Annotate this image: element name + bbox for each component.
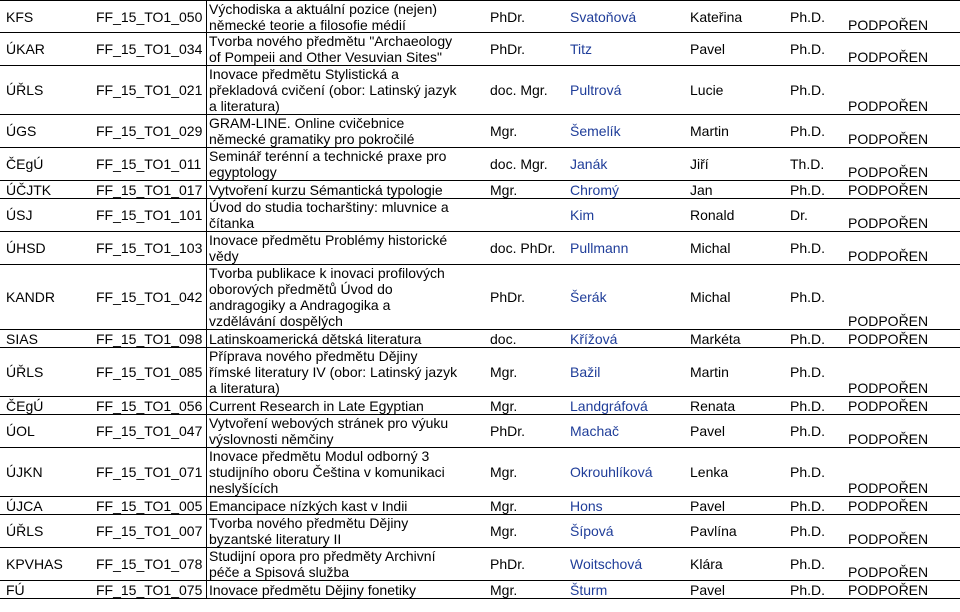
first-name-cell: Martin	[690, 364, 729, 380]
degree-cell: doc. Mgr.	[490, 156, 548, 172]
column-divider	[206, 148, 207, 180]
table-row	[0, 497, 960, 515]
project-code-cell: FF_15_TO1_103	[96, 240, 203, 256]
project-code-cell: FF_15_TO1_007	[96, 523, 203, 539]
project-title-cell	[209, 265, 445, 329]
first-name-cell: Jan	[690, 182, 713, 198]
project-title-line: Východiska a aktuální pozice (nejen)	[209, 1, 438, 17]
department-cell: ÚGS	[6, 123, 37, 139]
table-row	[0, 348, 960, 397]
department-cell: ČEgÚ	[6, 398, 44, 414]
degree-cell: PhDr.	[490, 423, 526, 439]
project-title-cell	[209, 415, 448, 447]
suffix-cell: Ph.D.	[790, 182, 826, 198]
project-title-line: výslovnosti němčiny	[209, 431, 334, 447]
degree-cell: doc. Mgr.	[490, 82, 548, 98]
department-cell: KFS	[6, 9, 34, 25]
table-row	[0, 0, 960, 33]
project-title-cell	[209, 33, 452, 65]
surname-cell: Machač	[570, 423, 620, 439]
surname-cell: Okrouhlíková	[570, 464, 653, 480]
status-cell: PODPOŘEN	[848, 431, 929, 447]
suffix-cell: Ph.D.	[790, 423, 826, 439]
surname-cell: Titz	[570, 41, 593, 57]
project-title-line: německé gramatiky pro pokročilé	[209, 131, 415, 147]
project-title-line: péče a Spisová služba	[209, 564, 350, 580]
column-divider	[206, 199, 207, 231]
project-title-line: GRAM-LINE. Online cvičebnice	[209, 115, 405, 131]
status-cell: PODPOŘEN	[848, 331, 929, 347]
project-title-line: Studijní opora pro předměty Archivní	[209, 548, 436, 564]
project-code-cell: FF_15_TO1_050	[96, 9, 203, 25]
project-code-cell: FF_15_TO1_047	[96, 423, 203, 439]
department-cell: KANDR	[6, 289, 56, 305]
column-divider	[206, 265, 207, 329]
degree-cell: PhDr.	[490, 556, 526, 572]
project-title-line: Tvorba nového předmětu Dějiny	[209, 515, 409, 531]
status-cell: PODPOŘEN	[848, 582, 929, 598]
status-cell: PODPOŘEN	[848, 248, 929, 264]
degree-cell: PhDr.	[490, 289, 526, 305]
column-divider	[206, 497, 207, 514]
project-title-cell	[209, 448, 445, 496]
first-name-cell: Ronald	[690, 207, 735, 223]
table-row	[0, 33, 960, 66]
degree-cell: PhDr.	[490, 41, 526, 57]
status-cell: PODPOŘEN	[848, 313, 929, 329]
project-code-cell: FF_15_TO1_101	[96, 207, 203, 223]
status-cell: PODPOŘEN	[848, 49, 929, 65]
suffix-cell: Ph.D.	[790, 123, 826, 139]
degree-cell: doc. PhDr.	[490, 240, 556, 256]
suffix-cell: Ph.D.	[790, 464, 826, 480]
status-cell: PODPOŘEN	[848, 480, 929, 496]
department-cell: ČEgÚ	[6, 156, 44, 172]
column-divider	[206, 397, 207, 414]
project-title-line: Tvorba publikace k inovaci profilových	[209, 265, 445, 281]
project-code-cell: FF_15_TO1_029	[96, 123, 203, 139]
status-cell: PODPOŘEN	[848, 164, 929, 180]
first-name-cell: Pavlína	[690, 523, 737, 539]
project-title-cell	[209, 348, 457, 396]
suffix-cell: Ph.D.	[790, 582, 826, 598]
degree-cell: Mgr.	[490, 523, 518, 539]
suffix-cell: Ph.D.	[790, 523, 826, 539]
status-cell: PODPOŘEN	[848, 498, 929, 514]
suffix-cell: Ph.D.	[790, 364, 826, 380]
degree-cell: Mgr.	[490, 582, 518, 598]
department-cell: ÚJCA	[6, 498, 43, 514]
suffix-cell: Dr.	[790, 207, 808, 223]
project-title-line: čítanka	[209, 215, 255, 231]
project-code-cell: FF_15_TO1_017	[96, 182, 203, 198]
suffix-cell: Ph.D.	[790, 398, 826, 414]
project-title-line: a literatura)	[209, 380, 280, 396]
column-divider	[206, 330, 207, 347]
project-title-cell	[209, 1, 437, 33]
surname-cell: Šerák	[570, 289, 607, 305]
project-title-line: neslyšících	[209, 480, 279, 496]
project-code-cell: FF_15_TO1_005	[96, 498, 203, 514]
project-code-cell: FF_15_TO1_056	[96, 398, 203, 414]
table-row	[0, 548, 960, 581]
department-cell: ÚSJ	[6, 207, 33, 223]
project-title-cell	[209, 331, 421, 347]
suffix-cell: Ph.D.	[790, 240, 826, 256]
project-title-line: egyptology	[209, 164, 277, 180]
table-row	[0, 515, 960, 548]
department-cell: ÚJKN	[6, 464, 43, 480]
column-divider	[206, 415, 207, 447]
project-title-line: vzdělávání dospělých	[209, 313, 343, 329]
department-cell: ÚOL	[6, 423, 35, 439]
first-name-cell: Pavel	[690, 498, 726, 514]
project-code-cell: FF_15_TO1_098	[96, 331, 203, 347]
column-divider	[206, 448, 207, 496]
status-cell: PODPOŘEN	[848, 531, 929, 547]
department-cell: KPVHAS	[6, 556, 63, 572]
status-cell: PODPOŘEN	[848, 98, 929, 114]
column-divider	[206, 348, 207, 396]
project-title-cell	[209, 582, 416, 598]
first-name-cell: Kateřina	[690, 9, 743, 25]
suffix-cell: Ph.D.	[790, 82, 826, 98]
surname-cell: Šípová	[570, 523, 614, 539]
table-row	[0, 181, 960, 199]
project-title-line: Inovace předmětu Modul odborný 3	[209, 448, 430, 464]
status-cell: PODPOŘEN	[848, 380, 929, 396]
column-divider	[206, 1, 207, 32]
column-divider	[206, 581, 207, 598]
suffix-cell: Ph.D.	[790, 331, 826, 347]
column-divider	[206, 232, 207, 264]
suffix-cell: Ph.D.	[790, 41, 826, 57]
project-title-line: a literatura)	[209, 98, 280, 114]
first-name-cell: Pavel	[690, 423, 726, 439]
surname-cell: Woitschová	[570, 556, 643, 572]
first-name-cell: Renata	[690, 398, 736, 414]
department-cell: FÚ	[6, 582, 25, 598]
status-cell: PODPOŘEN	[848, 182, 929, 198]
status-cell: PODPOŘEN	[848, 398, 929, 414]
table-row	[0, 397, 960, 415]
suffix-cell: Ph.D.	[790, 9, 826, 25]
first-name-cell: Pavel	[690, 41, 726, 57]
surname-cell: Pullmann	[570, 240, 629, 256]
table-row	[0, 199, 960, 232]
first-name-cell: Michal	[690, 240, 731, 256]
project-title-line: Tvorba nového předmětu "Archaeology	[209, 33, 453, 49]
column-divider	[206, 66, 207, 114]
department-cell: ÚŘLS	[6, 82, 44, 98]
project-title-cell	[209, 199, 449, 231]
project-title-line: of Pompeii and Other Vesuvian Sites"	[209, 49, 442, 65]
surname-cell: Pultrová	[570, 82, 622, 98]
project-title-cell	[209, 548, 435, 580]
project-code-cell: FF_15_TO1_071	[96, 464, 203, 480]
project-title-cell	[209, 498, 407, 514]
degree-cell: PhDr.	[490, 9, 526, 25]
surname-cell: Šemelík	[570, 123, 621, 139]
department-cell: ÚHSD	[6, 240, 46, 256]
project-title-line: andragogiky a Andragogika a	[209, 297, 391, 313]
project-code-cell: FF_15_TO1_011	[96, 156, 202, 172]
department-cell: SIAS	[6, 331, 38, 347]
column-divider	[206, 548, 207, 580]
first-name-cell: Markéta	[690, 331, 741, 347]
table-row	[0, 448, 960, 497]
project-title-line: byzantské literatury II	[209, 531, 342, 547]
project-code-cell: FF_15_TO1_021	[96, 82, 203, 98]
surname-cell: Janák	[570, 156, 608, 172]
project-title-line: Vytvoření webových stránek pro výuku	[209, 415, 449, 431]
department-cell: ÚKAR	[6, 41, 45, 57]
project-title-line: Příprava nového předmětu Dějiny	[209, 348, 418, 364]
status-cell: PODPOŘEN	[848, 564, 929, 580]
table-row	[0, 415, 960, 448]
suffix-cell: Th.D.	[790, 156, 825, 172]
table-row	[0, 265, 960, 330]
project-title-cell	[209, 398, 424, 414]
status-cell: PODPOŘEN	[848, 215, 929, 231]
first-name-cell: Lenka	[690, 464, 729, 480]
table-row	[0, 581, 960, 599]
project-title-line: Úvod do studia tocharštiny: mluvnice a	[209, 199, 449, 215]
surname-cell: Bažil	[570, 364, 601, 380]
project-code-cell: FF_15_TO1_075	[96, 582, 203, 598]
project-title-line: Current Research in Late Egyptian	[209, 398, 424, 414]
degree-cell: Mgr.	[490, 364, 518, 380]
surname-cell: Křížová	[570, 331, 618, 347]
project-code-cell: FF_15_TO1_034	[96, 41, 203, 57]
table-row	[0, 148, 960, 181]
project-title-line: Vytvoření kurzu Sémantická typologie	[209, 182, 443, 198]
surname-cell: Šturm	[570, 582, 608, 598]
degree-cell: doc.	[490, 331, 517, 347]
project-title-cell	[209, 66, 456, 114]
column-divider	[206, 515, 207, 547]
project-title-line: Seminář terénní a technické praxe pro	[209, 148, 447, 164]
project-title-cell	[209, 182, 443, 198]
project-code-cell: FF_15_TO1_085	[96, 364, 203, 380]
project-title-line: Latinskoamerická dětská literatura	[209, 331, 422, 347]
project-title-line: Inovace předmětu Problémy historické	[209, 232, 448, 248]
table-row	[0, 232, 960, 265]
suffix-cell: Ph.D.	[790, 498, 826, 514]
project-title-line: římské literatury IV (obor: Latinský jazyk	[209, 364, 458, 380]
project-title-cell	[209, 115, 414, 147]
suffix-cell: Ph.D.	[790, 289, 826, 305]
project-title-line: studijního oboru Čeština v komunikaci	[209, 464, 445, 480]
project-title-line: Inovace předmětu Stylistická a	[209, 66, 399, 82]
project-code-cell: FF_15_TO1_042	[96, 289, 203, 305]
degree-cell: Mgr.	[490, 398, 518, 414]
department-cell: ÚŘLS	[6, 523, 44, 539]
table-row	[0, 115, 960, 148]
column-divider	[206, 115, 207, 147]
column-divider	[206, 33, 207, 65]
project-title-line: Emancipace nízkých kast v Indii	[209, 498, 408, 514]
surname-cell: Hons	[570, 498, 603, 514]
surname-cell: Svatoňová	[570, 9, 637, 25]
status-cell: PODPOŘEN	[848, 17, 929, 33]
project-title-cell	[209, 232, 447, 264]
project-title-cell	[209, 148, 446, 180]
project-title-line: překladová cvičení (obor: Latinský jazyk	[209, 82, 457, 98]
surname-cell: Landgráfová	[570, 398, 648, 414]
project-title-line: Inovace předmětu Dějiny fonetiky	[209, 582, 416, 598]
degree-cell: Mgr.	[490, 123, 518, 139]
degree-cell: Mgr.	[490, 464, 518, 480]
project-title-line: německé teorie a filosofie médií	[209, 17, 406, 33]
project-title-cell	[209, 515, 408, 547]
surname-cell: Chromý	[570, 182, 620, 198]
suffix-cell: Ph.D.	[790, 556, 826, 572]
table-row	[0, 330, 960, 348]
project-code-cell: FF_15_TO1_078	[96, 556, 203, 572]
department-cell: ÚŘLS	[6, 364, 44, 380]
project-title-line: oborových předmětů Úvod do	[209, 281, 393, 297]
project-title-line: vědy	[209, 248, 239, 264]
surname-cell: Kim	[570, 207, 595, 223]
first-name-cell: Martin	[690, 123, 729, 139]
first-name-cell: Klára	[690, 556, 723, 572]
department-cell: ÚČJTK	[6, 182, 52, 198]
first-name-cell: Michal	[690, 289, 731, 305]
column-divider	[206, 181, 207, 198]
degree-cell: Mgr.	[490, 182, 518, 198]
first-name-cell: Lucie	[690, 82, 724, 98]
table-row	[0, 66, 960, 115]
first-name-cell: Pavel	[690, 582, 726, 598]
first-name-cell: Jiří	[690, 156, 709, 172]
status-cell: PODPOŘEN	[848, 131, 929, 147]
degree-cell: Mgr.	[490, 498, 518, 514]
